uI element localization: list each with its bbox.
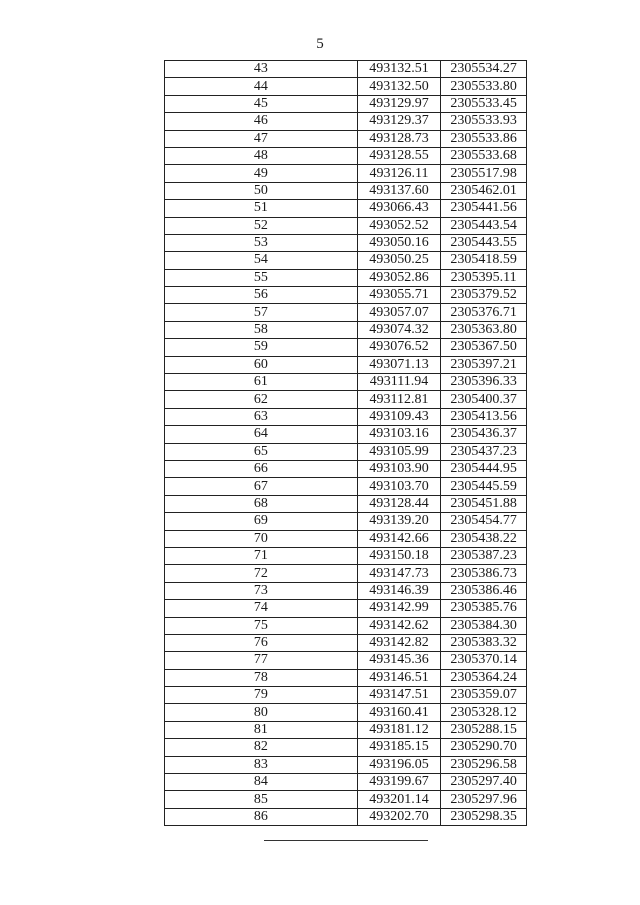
table-row — [165, 443, 527, 460]
point-number-cell: 57 — [165, 304, 358, 321]
y-coordinate-cell: 2305387.23 — [441, 547, 527, 564]
y-coordinate-cell: 2305462.01 — [441, 182, 527, 199]
point-number-cell: 60 — [165, 356, 358, 373]
coordinates-table — [164, 60, 527, 826]
table-row — [165, 687, 527, 704]
table-row — [165, 287, 527, 304]
y-coordinate-cell: 2305298.35 — [441, 808, 527, 825]
table-row — [165, 408, 527, 425]
table-row — [165, 356, 527, 373]
table-row — [165, 530, 527, 547]
table-row — [165, 426, 527, 443]
point-number-cell: 48 — [165, 147, 358, 164]
x-coordinate-cell: 493128.55 — [357, 147, 441, 164]
point-number-cell: 82 — [165, 739, 358, 756]
table-row — [165, 374, 527, 391]
x-coordinate-cell: 493112.81 — [357, 391, 441, 408]
x-coordinate-cell: 493109.43 — [357, 408, 441, 425]
y-coordinate-cell: 2305413.56 — [441, 408, 527, 425]
y-coordinate-cell: 2305451.88 — [441, 495, 527, 512]
x-coordinate-cell: 493050.25 — [357, 252, 441, 269]
point-number-cell: 45 — [165, 95, 358, 112]
point-number-cell: 59 — [165, 339, 358, 356]
table-row — [165, 808, 527, 825]
point-number-cell: 72 — [165, 565, 358, 582]
y-coordinate-cell: 2305397.21 — [441, 356, 527, 373]
x-coordinate-cell: 493052.86 — [357, 269, 441, 286]
table-row — [165, 756, 527, 773]
table-row — [165, 61, 527, 78]
x-coordinate-cell: 493146.51 — [357, 669, 441, 686]
table-row — [165, 252, 527, 269]
y-coordinate-cell: 2305359.07 — [441, 687, 527, 704]
table-row — [165, 565, 527, 582]
y-coordinate-cell: 2305297.96 — [441, 791, 527, 808]
x-coordinate-cell: 493142.99 — [357, 600, 441, 617]
point-number-cell: 64 — [165, 426, 358, 443]
table-row — [165, 669, 527, 686]
x-coordinate-cell: 493160.41 — [357, 704, 441, 721]
y-coordinate-cell: 2305517.98 — [441, 165, 527, 182]
x-coordinate-cell: 493145.36 — [357, 652, 441, 669]
table-row — [165, 774, 527, 791]
y-coordinate-cell: 2305386.46 — [441, 582, 527, 599]
table-row — [165, 165, 527, 182]
table-row — [165, 321, 527, 338]
point-number-cell: 44 — [165, 78, 358, 95]
table-row — [165, 495, 527, 512]
table-row — [165, 304, 527, 321]
y-coordinate-cell: 2305418.59 — [441, 252, 527, 269]
point-number-cell: 56 — [165, 287, 358, 304]
point-number-cell: 50 — [165, 182, 358, 199]
x-coordinate-cell: 493050.16 — [357, 234, 441, 251]
table-row — [165, 113, 527, 130]
point-number-cell: 76 — [165, 634, 358, 651]
table-row — [165, 600, 527, 617]
coordinates-table-body — [165, 61, 527, 826]
table-row — [165, 547, 527, 564]
point-number-cell: 46 — [165, 113, 358, 130]
x-coordinate-cell: 493129.97 — [357, 95, 441, 112]
table-row — [165, 217, 527, 234]
table-row — [165, 460, 527, 477]
x-coordinate-cell: 493126.11 — [357, 165, 441, 182]
y-coordinate-cell: 2305395.11 — [441, 269, 527, 286]
x-coordinate-cell: 493196.05 — [357, 756, 441, 773]
table-row — [165, 513, 527, 530]
table-row — [165, 582, 527, 599]
y-coordinate-cell: 2305367.50 — [441, 339, 527, 356]
point-number-cell: 86 — [165, 808, 358, 825]
y-coordinate-cell: 2305386.73 — [441, 565, 527, 582]
point-number-cell: 71 — [165, 547, 358, 564]
x-coordinate-cell: 493057.07 — [357, 304, 441, 321]
x-coordinate-cell: 493150.18 — [357, 547, 441, 564]
x-coordinate-cell: 493103.70 — [357, 478, 441, 495]
y-coordinate-cell: 2305533.86 — [441, 130, 527, 147]
point-number-cell: 75 — [165, 617, 358, 634]
point-number-cell: 49 — [165, 165, 358, 182]
y-coordinate-cell: 2305384.30 — [441, 617, 527, 634]
x-coordinate-cell: 493142.66 — [357, 530, 441, 547]
y-coordinate-cell: 2305443.55 — [441, 234, 527, 251]
y-coordinate-cell: 2305533.93 — [441, 113, 527, 130]
x-coordinate-cell: 493076.52 — [357, 339, 441, 356]
point-number-cell: 53 — [165, 234, 358, 251]
x-coordinate-cell: 493129.37 — [357, 113, 441, 130]
y-coordinate-cell: 2305533.68 — [441, 147, 527, 164]
point-number-cell: 69 — [165, 513, 358, 530]
x-coordinate-cell: 493185.15 — [357, 739, 441, 756]
y-coordinate-cell: 2305376.71 — [441, 304, 527, 321]
point-number-cell: 65 — [165, 443, 358, 460]
x-coordinate-cell: 493181.12 — [357, 721, 441, 738]
table-row — [165, 391, 527, 408]
x-coordinate-cell: 493146.39 — [357, 582, 441, 599]
point-number-cell: 66 — [165, 460, 358, 477]
table-row — [165, 617, 527, 634]
x-coordinate-cell: 493201.14 — [357, 791, 441, 808]
x-coordinate-cell: 493147.73 — [357, 565, 441, 582]
table-row — [165, 182, 527, 199]
y-coordinate-cell: 2305400.37 — [441, 391, 527, 408]
x-coordinate-cell: 493132.51 — [357, 61, 441, 78]
y-coordinate-cell: 2305296.58 — [441, 756, 527, 773]
point-number-cell: 84 — [165, 774, 358, 791]
y-coordinate-cell: 2305533.45 — [441, 95, 527, 112]
x-coordinate-cell: 493128.44 — [357, 495, 441, 512]
table-row — [165, 95, 527, 112]
point-number-cell: 62 — [165, 391, 358, 408]
point-number-cell: 47 — [165, 130, 358, 147]
table-row — [165, 652, 527, 669]
point-number-cell: 80 — [165, 704, 358, 721]
x-coordinate-cell: 493066.43 — [357, 200, 441, 217]
y-coordinate-cell: 2305288.15 — [441, 721, 527, 738]
table-row — [165, 791, 527, 808]
point-number-cell: 85 — [165, 791, 358, 808]
x-coordinate-cell: 493103.16 — [357, 426, 441, 443]
point-number-cell: 81 — [165, 721, 358, 738]
point-number-cell: 61 — [165, 374, 358, 391]
y-coordinate-cell: 2305438.22 — [441, 530, 527, 547]
table-row — [165, 339, 527, 356]
point-number-cell: 74 — [165, 600, 358, 617]
y-coordinate-cell: 2305533.80 — [441, 78, 527, 95]
table-row — [165, 739, 527, 756]
y-coordinate-cell: 2305436.37 — [441, 426, 527, 443]
point-number-cell: 58 — [165, 321, 358, 338]
y-coordinate-cell: 2305437.23 — [441, 443, 527, 460]
point-number-cell: 70 — [165, 530, 358, 547]
page-number: 5 — [316, 36, 324, 52]
x-coordinate-cell: 493137.60 — [357, 182, 441, 199]
point-number-cell: 73 — [165, 582, 358, 599]
x-coordinate-cell: 493142.82 — [357, 634, 441, 651]
point-number-cell: 55 — [165, 269, 358, 286]
table-row — [165, 478, 527, 495]
point-number-cell: 78 — [165, 669, 358, 686]
y-coordinate-cell: 2305383.32 — [441, 634, 527, 651]
y-coordinate-cell: 2305445.59 — [441, 478, 527, 495]
x-coordinate-cell: 493055.71 — [357, 287, 441, 304]
x-coordinate-cell: 493142.62 — [357, 617, 441, 634]
end-of-document-rule — [264, 840, 428, 841]
table-row — [165, 269, 527, 286]
x-coordinate-cell: 493074.32 — [357, 321, 441, 338]
y-coordinate-cell: 2305364.24 — [441, 669, 527, 686]
x-coordinate-cell: 493103.90 — [357, 460, 441, 477]
y-coordinate-cell: 2305441.56 — [441, 200, 527, 217]
y-coordinate-cell: 2305396.33 — [441, 374, 527, 391]
point-number-cell: 68 — [165, 495, 358, 512]
point-number-cell: 52 — [165, 217, 358, 234]
x-coordinate-cell: 493202.70 — [357, 808, 441, 825]
y-coordinate-cell: 2305379.52 — [441, 287, 527, 304]
table-row — [165, 147, 527, 164]
table-row — [165, 200, 527, 217]
y-coordinate-cell: 2305385.76 — [441, 600, 527, 617]
x-coordinate-cell: 493128.73 — [357, 130, 441, 147]
table-row — [165, 634, 527, 651]
y-coordinate-cell: 2305444.95 — [441, 460, 527, 477]
table-row — [165, 704, 527, 721]
table-row — [165, 78, 527, 95]
x-coordinate-cell: 493111.94 — [357, 374, 441, 391]
x-coordinate-cell: 493147.51 — [357, 687, 441, 704]
y-coordinate-cell: 2305290.70 — [441, 739, 527, 756]
y-coordinate-cell: 2305534.27 — [441, 61, 527, 78]
point-number-cell: 43 — [165, 61, 358, 78]
x-coordinate-cell: 493105.99 — [357, 443, 441, 460]
y-coordinate-cell: 2305363.80 — [441, 321, 527, 338]
point-number-cell: 63 — [165, 408, 358, 425]
table-row — [165, 130, 527, 147]
point-number-cell: 77 — [165, 652, 358, 669]
point-number-cell: 51 — [165, 200, 358, 217]
x-coordinate-cell: 493071.13 — [357, 356, 441, 373]
x-coordinate-cell: 493052.52 — [357, 217, 441, 234]
x-coordinate-cell: 493139.20 — [357, 513, 441, 530]
x-coordinate-cell: 493199.67 — [357, 774, 441, 791]
table-row — [165, 721, 527, 738]
y-coordinate-cell: 2305297.40 — [441, 774, 527, 791]
table-row — [165, 234, 527, 251]
y-coordinate-cell: 2305454.77 — [441, 513, 527, 530]
point-number-cell: 79 — [165, 687, 358, 704]
x-coordinate-cell: 493132.50 — [357, 78, 441, 95]
y-coordinate-cell: 2305443.54 — [441, 217, 527, 234]
y-coordinate-cell: 2305328.12 — [441, 704, 527, 721]
y-coordinate-cell: 2305370.14 — [441, 652, 527, 669]
point-number-cell: 83 — [165, 756, 358, 773]
point-number-cell: 54 — [165, 252, 358, 269]
point-number-cell: 67 — [165, 478, 358, 495]
